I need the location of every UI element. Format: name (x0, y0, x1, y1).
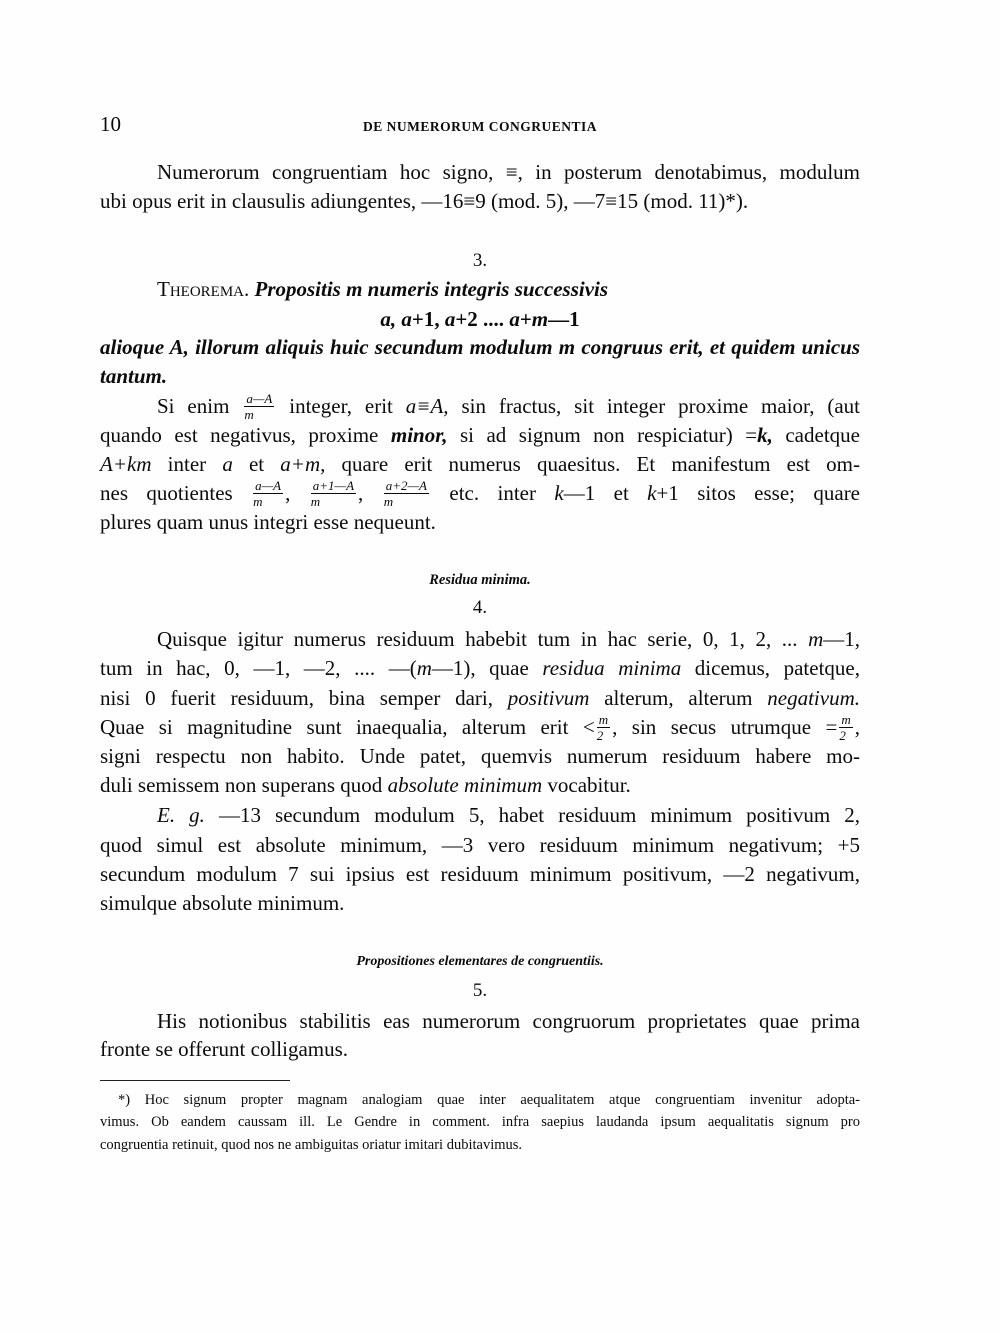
fraction (839, 713, 852, 742)
text-line (100, 187, 860, 215)
fraction-numerator: m (841, 712, 851, 727)
fraction-denominator: m (310, 494, 321, 509)
theorem-line (100, 362, 860, 390)
italic-run: m (416, 656, 432, 680)
text-run: ubi opus erit in clausulis adiungentes, —16≡9 (mod. 5), —7≡15 (mod. 11)*). (100, 189, 749, 213)
text-line (100, 771, 860, 799)
text-run: integer, erit (276, 394, 406, 418)
text-run: si ad signum non respiciatur) = (447, 423, 758, 447)
fraction (597, 713, 610, 742)
fraction-numerator: a+1—A (312, 478, 355, 493)
text-run: —1 et (563, 481, 648, 505)
bold-italic-run: a, a (380, 307, 412, 331)
text-run: *) Hoc signum propter magnam analogiam quae inter aequalitatem atque congruentiam invenitur adopta- (118, 1092, 860, 1108)
fraction-numerator: a—A (246, 391, 273, 406)
italic-run: E. g. (157, 803, 205, 827)
text-line (100, 479, 860, 507)
text-run: , sin secus utrumque = (612, 715, 838, 739)
fraction (253, 479, 283, 508)
text-run: , (285, 481, 309, 505)
bold-italic-run: a (509, 307, 520, 331)
text-run: fronte se offerunt colligamus. (100, 1037, 349, 1061)
text-run: etc. inter (430, 481, 555, 505)
fraction-numerator: m (598, 712, 609, 727)
text-run: cadetque (772, 423, 860, 447)
example-line (100, 860, 860, 888)
fraction-denominator: m (244, 407, 254, 422)
text-run: secundum modulum 7 sui ipsius est residuum minimum positivum, —2 negativum, (100, 862, 860, 886)
footnote-line (100, 1135, 860, 1155)
text-line (100, 713, 860, 741)
section-heading: Residua minima. (429, 572, 531, 588)
text-line (100, 684, 860, 712)
running-title: DE NUMERORUM CONGRUENTIA (363, 119, 597, 134)
italic-run: residua minima (542, 656, 682, 680)
text-line (157, 625, 860, 653)
article-number: 5. (472, 980, 488, 1001)
text-run: , (854, 715, 860, 739)
text-run: dicemus, patetque, (681, 656, 860, 680)
bold-run: + (519, 307, 532, 331)
text-run: —13 secundum modulum 5, habet residuum minimum positivum 2, (204, 803, 861, 827)
text-run: Quisque igitur numerus residuum habebit tum in hac serie, 0, 1, 2, ... (157, 627, 809, 651)
text-run: simulque absolute minimum. (100, 891, 345, 915)
text-run: inter (151, 452, 223, 476)
theorem-line (157, 275, 860, 303)
text-run: alterum, alterum (589, 686, 768, 710)
text-run: nes quotientes (100, 481, 252, 505)
fraction-denominator: m (253, 494, 263, 509)
fraction-denominator: m (383, 494, 394, 509)
fraction-denominator: 2 (596, 728, 604, 743)
italic-run: a (222, 452, 233, 476)
text-run: quando est negativus, proxime (100, 423, 391, 447)
fraction-numerator: a—A (255, 478, 282, 493)
bold-run: +1, (411, 307, 445, 331)
fraction (311, 479, 356, 508)
italic-run: m (808, 627, 824, 651)
text-run: nisi 0 fuerit residuum, bina semper dari, (100, 686, 508, 710)
text-run: vocabitur. (542, 773, 631, 797)
text-line (157, 392, 860, 420)
text-line (100, 1035, 860, 1063)
bold-italic-run: a (444, 307, 456, 331)
text-run: +1 sitos esse; quare (656, 481, 861, 505)
text-line (100, 450, 860, 478)
text-run: quare erit numerus quaesitus. Et manifestum est om- (325, 452, 860, 476)
text-line (100, 654, 860, 682)
italic-run: a+m, (280, 452, 326, 476)
text-line (157, 1007, 860, 1035)
text-run: —1, (823, 627, 860, 651)
theorem-formula-line (100, 305, 860, 333)
footnote-rule (100, 1080, 290, 1081)
fraction-denominator: 2 (839, 728, 846, 743)
text-run: congruentia retinuit, quod nos ne ambiguitas oriatur imitari dubitavimus. (100, 1137, 523, 1153)
text-line (100, 508, 860, 536)
text-run: His notionibus stabilitis eas numerorum congruorum proprietates quae prima (157, 1009, 860, 1033)
text-run: duli semissem non superans quod (100, 773, 388, 797)
text-run: sin fractus, sit integer proxime maior, (aut (448, 394, 861, 418)
italic-run: negativum. (767, 686, 861, 710)
example-line (100, 889, 860, 917)
text-run: , (358, 481, 382, 505)
fraction (244, 392, 274, 421)
bold-italic-run: minor, (390, 423, 448, 447)
italic-run: A+km (100, 452, 152, 476)
text-run: plures quam unus integri esse nequeunt. (100, 510, 436, 534)
article-number: 3. (472, 250, 488, 271)
section-heading: Propositiones elementares de congruentiis. (356, 954, 604, 969)
example-line (157, 801, 860, 829)
small-caps-run: Theorema. (157, 277, 255, 301)
text-line (100, 421, 860, 449)
bold-italic-run: alioque A, illorum aliquis huic secundum modulum m congruus erit, et quidem unicus (100, 335, 860, 359)
example-line (100, 831, 860, 859)
text-run: vimus. Ob eandem caussam ill. Le Gendre in comment. infra saepius laudanda ipsum aequalitatis signum pro (100, 1114, 860, 1130)
italic-run: absolute minimum (387, 773, 543, 797)
text-run: Numerorum congruentiam hoc signo, ≡, in posterum denotabimus, modulum (157, 160, 860, 184)
theorem-line (100, 333, 860, 361)
text-run: —1), quae (431, 656, 543, 680)
text-run: Si enim (157, 394, 243, 418)
footnote-line (118, 1090, 860, 1110)
footnote-line (100, 1112, 860, 1132)
fraction-numerator: a+2—A (385, 478, 427, 493)
italic-run: k (647, 481, 657, 505)
italic-run: k (554, 481, 564, 505)
bold-italic-run: k, (757, 423, 773, 447)
text-run: quod simul est absolute minimum, —3 vero residuum minimum negativum; +5 (100, 833, 860, 857)
italic-run: positivum (507, 686, 590, 710)
page-number: 10 (100, 112, 121, 136)
fraction (384, 479, 429, 508)
text-line (100, 742, 860, 770)
text-line (157, 158, 860, 186)
text-run: Quae si magnitudine sunt inaequalia, alterum erit < (100, 715, 595, 739)
bold-run: +2 .... (455, 307, 510, 331)
text-run: et (232, 452, 281, 476)
text-run: tum in hac, 0, —1, —2, .... —( (100, 656, 417, 680)
article-number: 4. (472, 597, 488, 618)
text-run: signi respectu non habito. Unde patet, quemvis numerum residuum habere mo- (100, 744, 860, 768)
bold-italic-run: tantum. (100, 364, 168, 388)
bold-italic-run: m (531, 307, 549, 331)
italic-run: a≡A, (405, 394, 449, 418)
bold-italic-run: Propositis m numeris integris successivis (254, 277, 609, 301)
bold-run: —1 (548, 307, 580, 331)
